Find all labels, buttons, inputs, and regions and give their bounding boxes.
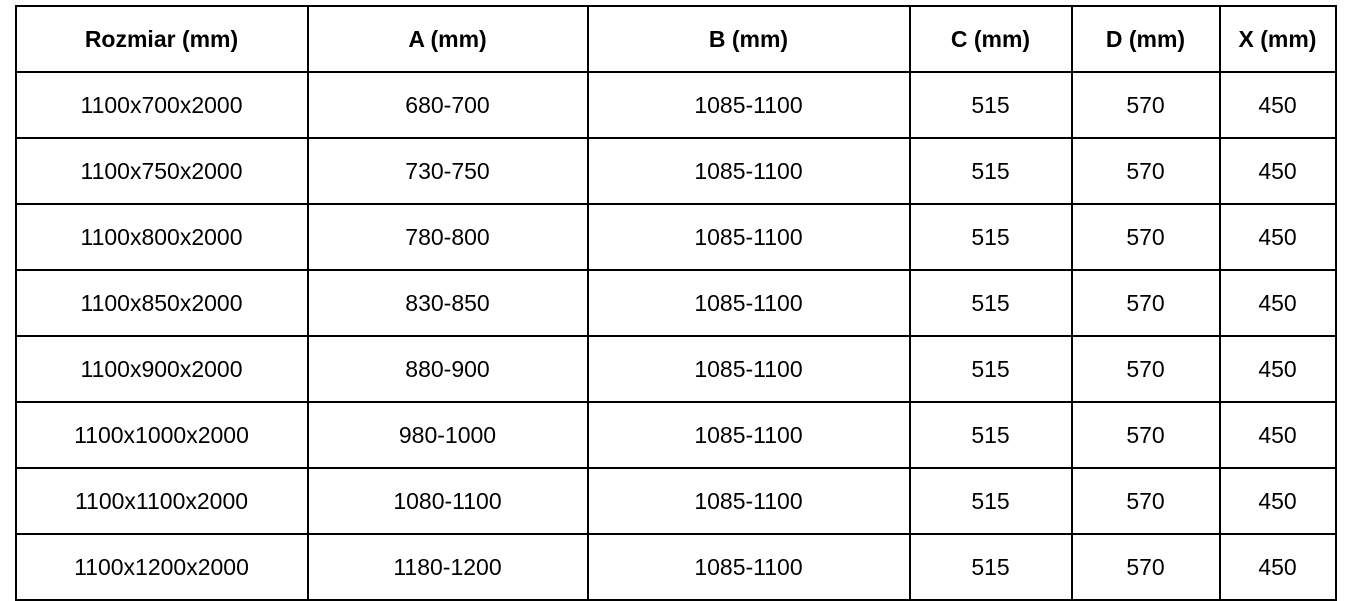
cell-c: 515	[910, 468, 1072, 534]
cell-b: 1085-1100	[588, 402, 910, 468]
cell-size: 1100x750x2000	[16, 138, 308, 204]
cell-b: 1085-1100	[588, 468, 910, 534]
cell-x: 450	[1220, 72, 1336, 138]
cell-b: 1085-1100	[588, 138, 910, 204]
table-row	[16, 534, 1336, 600]
column-header-c: C (mm)	[910, 6, 1072, 72]
cell-d: 570	[1072, 204, 1220, 270]
cell-d: 570	[1072, 270, 1220, 336]
column-header-b: B (mm)	[588, 6, 910, 72]
cell-x: 450	[1220, 270, 1336, 336]
cell-size: 1100x800x2000	[16, 204, 308, 270]
cell-d: 570	[1072, 72, 1220, 138]
cell-size: 1100x1200x2000	[16, 534, 308, 600]
column-header-d: D (mm)	[1072, 6, 1220, 72]
cell-b: 1085-1100	[588, 72, 910, 138]
cell-d: 570	[1072, 534, 1220, 600]
cell-c: 515	[910, 402, 1072, 468]
cell-b: 1085-1100	[588, 204, 910, 270]
cell-a: 780-800	[308, 204, 588, 270]
cell-c: 515	[910, 534, 1072, 600]
cell-x: 450	[1220, 468, 1336, 534]
table-row	[16, 72, 1336, 138]
cell-b: 1085-1100	[588, 336, 910, 402]
cell-d: 570	[1072, 138, 1220, 204]
cell-c: 515	[910, 72, 1072, 138]
cell-b: 1085-1100	[588, 270, 910, 336]
table-row	[16, 336, 1336, 402]
table-row	[16, 468, 1336, 534]
cell-c: 515	[910, 204, 1072, 270]
cell-a: 730-750	[308, 138, 588, 204]
cell-a: 880-900	[308, 336, 588, 402]
cell-x: 450	[1220, 336, 1336, 402]
cell-size: 1100x1000x2000	[16, 402, 308, 468]
cell-c: 515	[910, 336, 1072, 402]
table-row	[16, 270, 1336, 336]
cell-a: 1080-1100	[308, 468, 588, 534]
cell-a: 680-700	[308, 72, 588, 138]
dimensions-table	[15, 5, 1337, 601]
cell-size: 1100x1100x2000	[16, 468, 308, 534]
table-row	[16, 138, 1336, 204]
table-row	[16, 402, 1336, 468]
cell-d: 570	[1072, 402, 1220, 468]
cell-x: 450	[1220, 402, 1336, 468]
cell-x: 450	[1220, 138, 1336, 204]
column-header-x: X (mm)	[1220, 6, 1336, 72]
column-header-size: Rozmiar (mm)	[16, 6, 308, 72]
cell-a: 980-1000	[308, 402, 588, 468]
cell-a: 830-850	[308, 270, 588, 336]
table-header-row	[16, 6, 1336, 72]
cell-b: 1085-1100	[588, 534, 910, 600]
cell-c: 515	[910, 270, 1072, 336]
cell-d: 570	[1072, 336, 1220, 402]
table-row	[16, 204, 1336, 270]
column-header-a: A (mm)	[308, 6, 588, 72]
cell-c: 515	[910, 138, 1072, 204]
cell-d: 570	[1072, 468, 1220, 534]
cell-x: 450	[1220, 204, 1336, 270]
cell-size: 1100x900x2000	[16, 336, 308, 402]
cell-size: 1100x700x2000	[16, 72, 308, 138]
cell-size: 1100x850x2000	[16, 270, 308, 336]
cell-a: 1180-1200	[308, 534, 588, 600]
cell-x: 450	[1220, 534, 1336, 600]
